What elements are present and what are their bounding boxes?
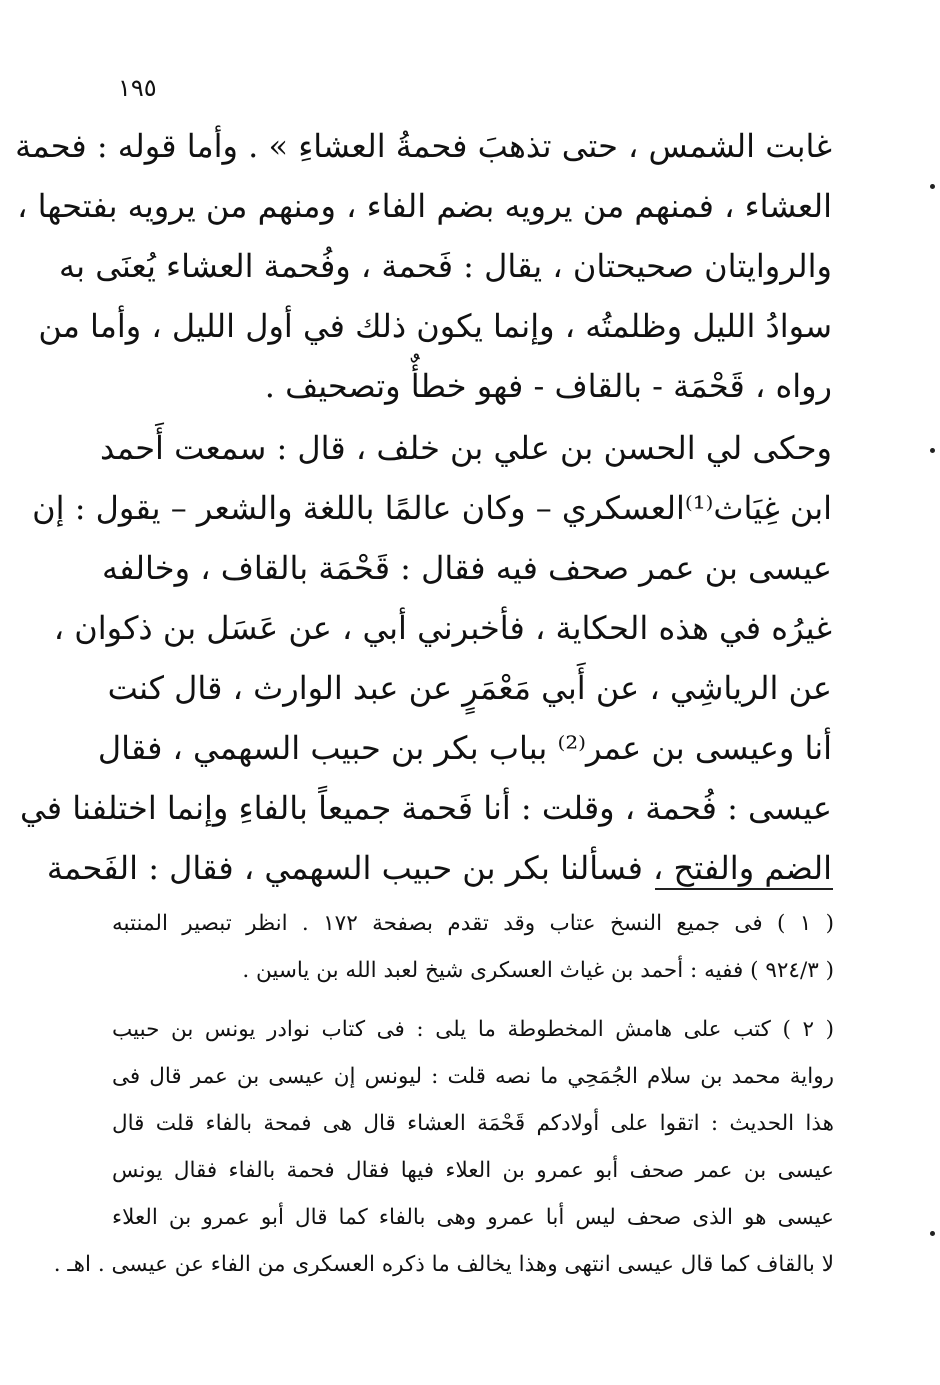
footnote-line: عيسى هو الذى صحف ليس أبا عمرو وهى بالفاء كما قال أبو عمرو بن العلاء <box>112 1205 834 1230</box>
text-line: الضم والفتح ، فسألنا بكر بن حبيب السهمي ، فقال : الفَحمة <box>46 849 832 887</box>
footnote-line: ( ٩٢٤/٣ ) ففيه : أحمد بن غياث العسكرى شيخ لعبد الله بن ياسين . <box>242 958 834 983</box>
footnote-line: هذا الحديث : اتقوا على أولادكم قَحْمَة العشاء قال هى فمحة بالفاء قلت قال <box>112 1111 834 1136</box>
text-line: عيسى بن عمر صحف فيه فقال : قَحْمَة بالقاف ، وخالفه <box>101 549 832 587</box>
footnote-line: لا بالقاف كما قال عيسى انتهى وهذا يخالف ما ذكره العسكرى من الفاء عن عيسى . اهـ . <box>53 1252 834 1277</box>
text-line: والروايتان صحيحتان ، يقال : فَحمة ، وفُحمة العشاء يُعنَى به <box>58 247 832 285</box>
footnotes <box>53 900 834 1288</box>
text-line: أنا وعيسى بن عمر⁽²⁾ بباب بكر بن حبيب السهمي ، فقال <box>97 729 832 767</box>
text-line: رواه ، قَحْمَة - بالقاف - فهو خطأٌ وتصحيف . <box>264 367 832 405</box>
footnote <box>53 1006 834 1288</box>
text-line: غابت الشمس ، حتى تذهبَ فحمةُ العشاءِ » . وأما قوله : فحمة <box>15 127 832 165</box>
text-line: سوادُ الليل وظلمتُه ، وإنما يكون ذلك في أول الليل ، وأما من <box>38 307 832 345</box>
paragraph <box>20 418 832 898</box>
paragraph <box>15 116 832 416</box>
footnote-line: ( ٢ ) كتب على هامش المخطوطة ما يلى : فى كتاب نوادر يونس بن حبيب <box>112 1017 834 1042</box>
text-line: غيرُه في هذه الحكاية ، فأخبرني أبي ، عن عَسَل بن ذكوان ، <box>53 609 832 647</box>
margin-mark <box>930 1231 935 1236</box>
footnote-line: رواية محمد بن سلام الجُمَحِي ما نصه قلت : ليونس إن عيسى بن عمر قال فى <box>112 1064 834 1089</box>
footnote-separator <box>655 888 833 890</box>
page-number: ١٩٥ <box>118 74 157 102</box>
text-line: العشاء ، فمنهم من يرويه بضم الفاء ، ومنهم من يرويه بفتحها ، <box>17 187 832 225</box>
text-line: وحكى لي الحسن بن علي بن خلف ، قال : سمعت أَحمد <box>99 429 832 467</box>
margin-mark <box>930 184 935 189</box>
main-text <box>15 116 832 898</box>
margin-mark <box>930 448 935 453</box>
text-line: ابن غِيَاث⁽¹⁾العسكري – وكان عالمًا باللغة والشعر – يقول : إن <box>32 489 832 527</box>
footnote-line: ( ١ ) فى جميع النسخ عتاب وقد تقدم بصفحة ١٧٢ . انظر تبصير المنتبه <box>112 911 834 936</box>
footnote-line: عيسى بن عمر صحف أبو عمرو بن العلاء فيها فقال فحمة بالفاء فقال يونس <box>112 1158 834 1183</box>
text-line: عن الرياشِي ، عن أَبي مَعْمَرٍ عن عبد الوارث ، قال كنت <box>107 669 832 707</box>
footnote <box>112 900 834 994</box>
text-line: عيسى : فُحمة ، وقلت : أنا فَحمة جميعاً بالفاءِ وإنما اختلفنا في <box>20 789 832 827</box>
